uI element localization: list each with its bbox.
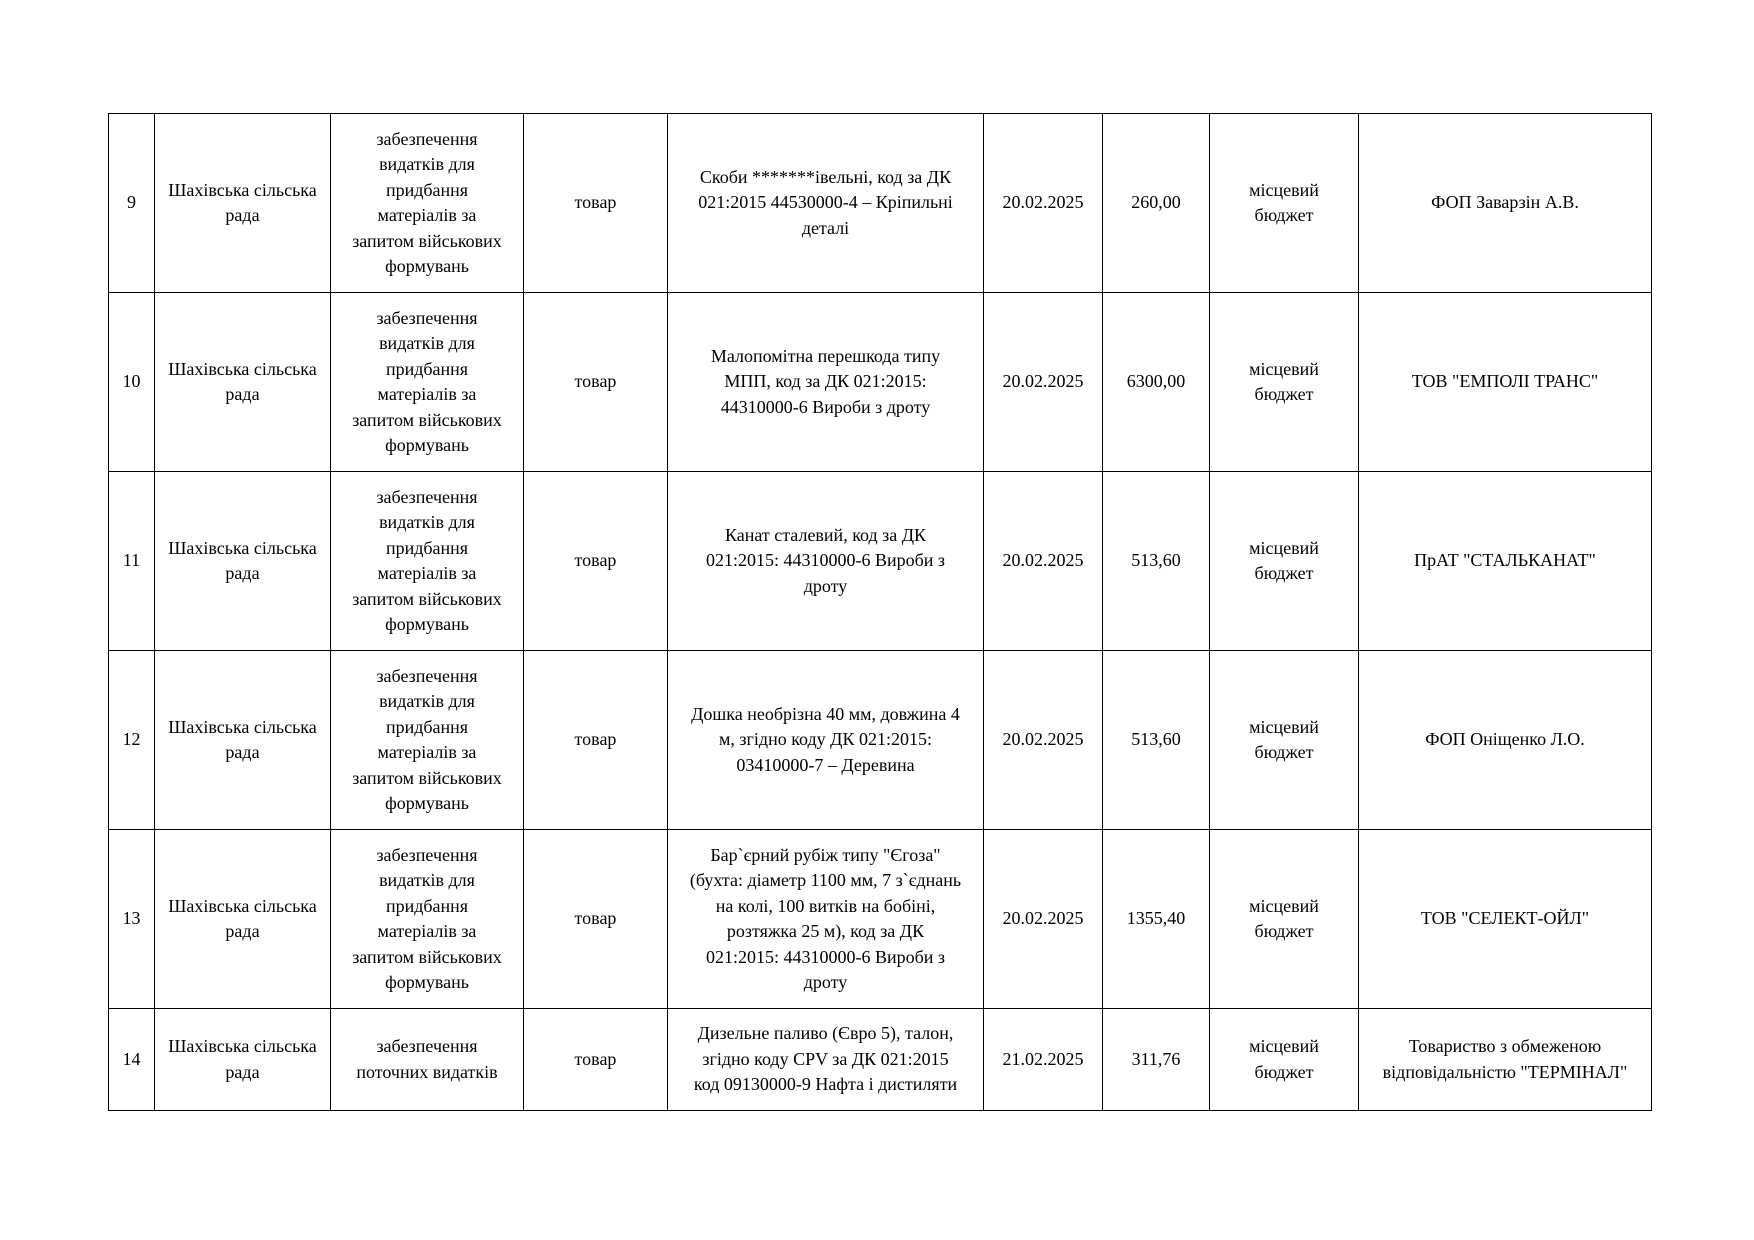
source-cell: місцевий бюджет bbox=[1210, 114, 1359, 293]
source-cell: місцевий бюджет bbox=[1210, 472, 1359, 651]
table-row bbox=[109, 114, 1652, 293]
item-cell: Канат сталевий, код за ДК 021:2015: 44310000-6 Вироби з дроту bbox=[668, 472, 984, 651]
source-cell: місцевий бюджет bbox=[1210, 1009, 1359, 1111]
amount-cell: 513,60 bbox=[1103, 472, 1210, 651]
item-cell: Дизельне паливо (Євро 5), талон, згідно коду CPV за ДК 021:2015 код 09130000-9 Нафта і дистиляти bbox=[668, 1009, 984, 1111]
date-cell: 21.02.2025 bbox=[984, 1009, 1103, 1111]
date-cell: 20.02.2025 bbox=[984, 114, 1103, 293]
customer-cell: Шахівська сільська рада bbox=[155, 1009, 331, 1111]
source-cell: місцевий бюджет bbox=[1210, 830, 1359, 1009]
table-row bbox=[109, 1009, 1652, 1111]
type-cell: товар bbox=[524, 472, 668, 651]
row-number: 10 bbox=[109, 293, 155, 472]
type-cell: товар bbox=[524, 1009, 668, 1111]
date-cell: 20.02.2025 bbox=[984, 651, 1103, 830]
purpose-cell: забезпечення поточних видатків bbox=[331, 1009, 524, 1111]
type-cell: товар bbox=[524, 651, 668, 830]
row-number: 13 bbox=[109, 830, 155, 1009]
item-cell: Дошка необрізна 40 мм, довжина 4 м, згідно коду ДК 021:2015: 03410000-7 – Деревина bbox=[668, 651, 984, 830]
customer-cell: Шахівська сільська рада bbox=[155, 472, 331, 651]
purpose-cell: забезпечення видатків для придбання матеріалів за запитом військових формувань bbox=[331, 830, 524, 1009]
amount-cell: 513,60 bbox=[1103, 651, 1210, 830]
row-number: 14 bbox=[109, 1009, 155, 1111]
date-cell: 20.02.2025 bbox=[984, 472, 1103, 651]
item-cell: Скоби *******івельні, код за ДК 021:2015 44530000-4 – Кріпильні деталі bbox=[668, 114, 984, 293]
supplier-cell: Товариство з обмеженою відповідальністю "ТЕРМІНАЛ" bbox=[1359, 1009, 1652, 1111]
row-number: 11 bbox=[109, 472, 155, 651]
source-cell: місцевий бюджет bbox=[1210, 293, 1359, 472]
purpose-cell: забезпечення видатків для придбання матеріалів за запитом військових формувань bbox=[331, 472, 524, 651]
supplier-cell: ТОВ "ЕМПОЛІ ТРАНС" bbox=[1359, 293, 1652, 472]
item-cell: Бар`єрний рубіж типу "Єгоза" (бухта: діаметр 1100 мм, 7 з`єднань на колі, 100 витків на бобіні, розтяжка 25 м), код за ДК 021:2015: 44310000-6 Вироби з дроту bbox=[668, 830, 984, 1009]
amount-cell: 1355,40 bbox=[1103, 830, 1210, 1009]
date-cell: 20.02.2025 bbox=[984, 293, 1103, 472]
date-cell: 20.02.2025 bbox=[984, 830, 1103, 1009]
amount-cell: 260,00 bbox=[1103, 114, 1210, 293]
supplier-cell: ФОП Оніщенко Л.О. bbox=[1359, 651, 1652, 830]
purpose-cell: забезпечення видатків для придбання матеріалів за запитом військових формувань bbox=[331, 114, 524, 293]
table-row bbox=[109, 830, 1652, 1009]
row-number: 12 bbox=[109, 651, 155, 830]
purpose-cell: забезпечення видатків для придбання матеріалів за запитом військових формувань bbox=[331, 651, 524, 830]
purpose-cell: забезпечення видатків для придбання матеріалів за запитом військових формувань bbox=[331, 293, 524, 472]
supplier-cell: ТОВ "СЕЛЕКТ-ОЙЛ" bbox=[1359, 830, 1652, 1009]
customer-cell: Шахівська сільська рада bbox=[155, 114, 331, 293]
customer-cell: Шахівська сільська рада bbox=[155, 830, 331, 1009]
supplier-cell: ПрАТ "СТАЛЬКАНАТ" bbox=[1359, 472, 1652, 651]
source-cell: місцевий бюджет bbox=[1210, 651, 1359, 830]
supplier-cell: ФОП Заварзін А.В. bbox=[1359, 114, 1652, 293]
table-row bbox=[109, 472, 1652, 651]
customer-cell: Шахівська сільська рада bbox=[155, 293, 331, 472]
row-number: 9 bbox=[109, 114, 155, 293]
amount-cell: 311,76 bbox=[1103, 1009, 1210, 1111]
procurement-table bbox=[108, 113, 1652, 1111]
table-row bbox=[109, 651, 1652, 830]
item-cell: Малопомітна перешкода типу МПП, код за ДК 021:2015: 44310000-6 Вироби з дроту bbox=[668, 293, 984, 472]
type-cell: товар bbox=[524, 114, 668, 293]
customer-cell: Шахівська сільська рада bbox=[155, 651, 331, 830]
type-cell: товар bbox=[524, 830, 668, 1009]
amount-cell: 6300,00 bbox=[1103, 293, 1210, 472]
type-cell: товар bbox=[524, 293, 668, 472]
table-row bbox=[109, 293, 1652, 472]
